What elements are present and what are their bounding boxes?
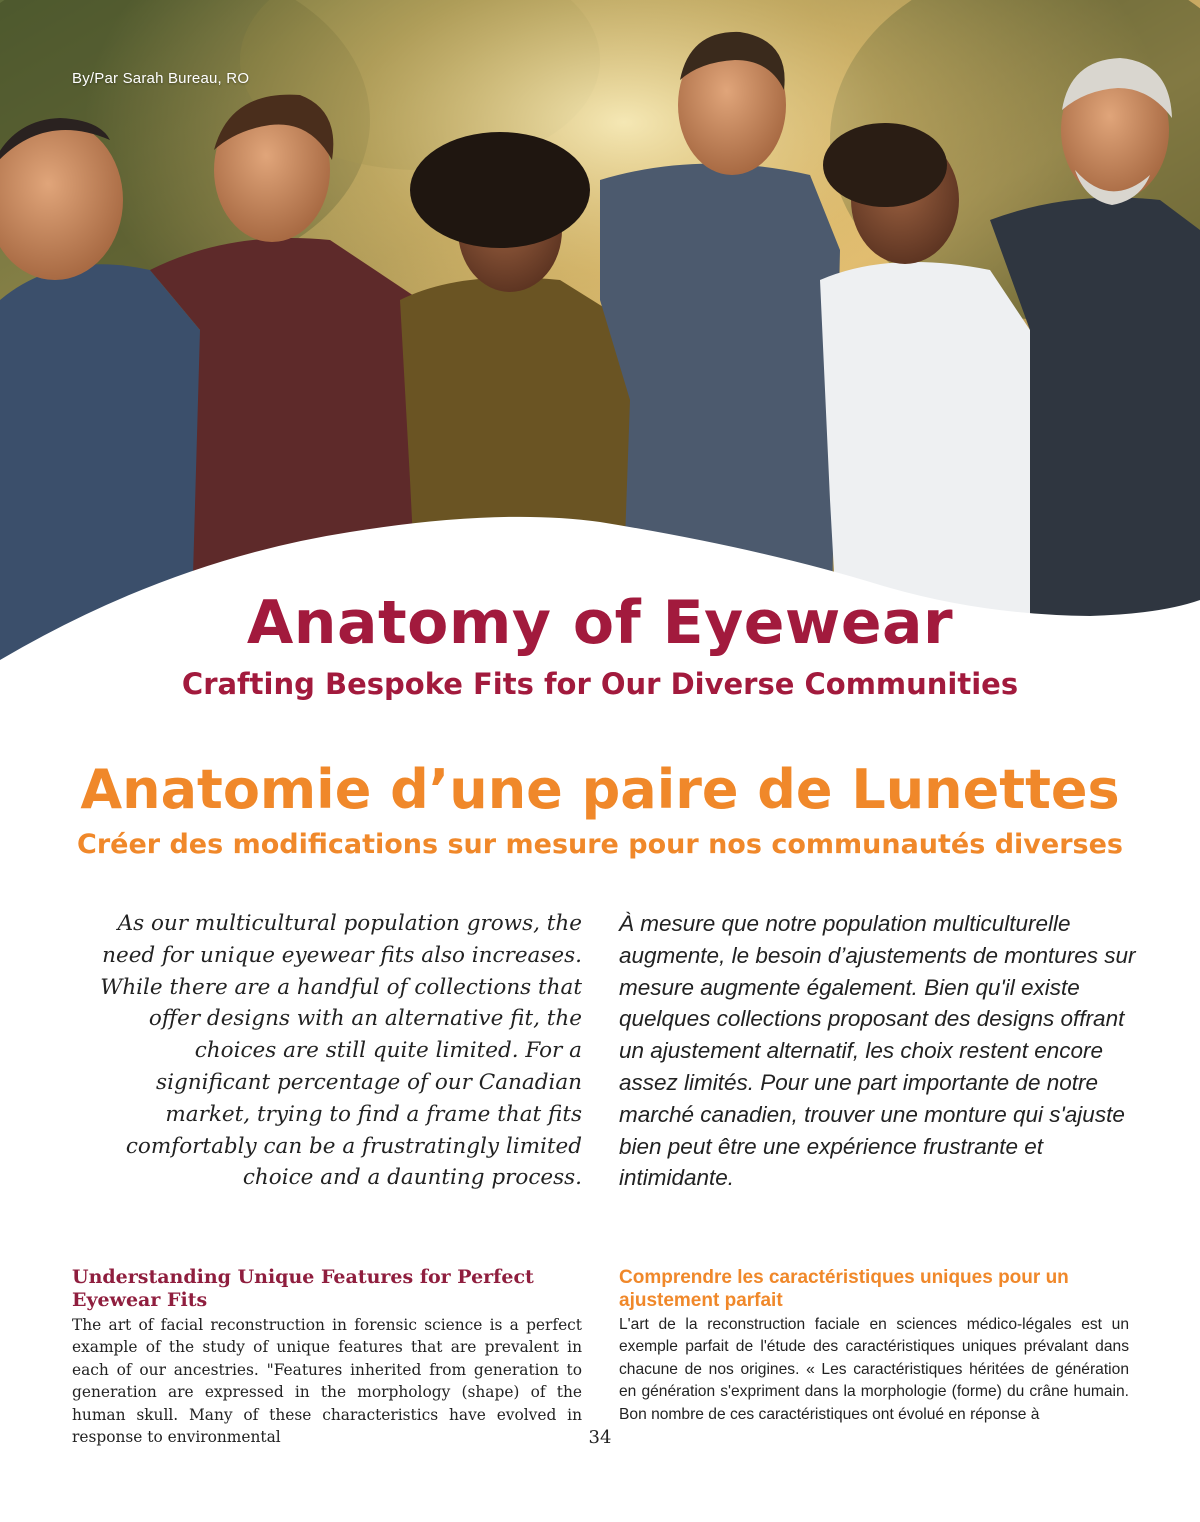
page-number: 34: [588, 1427, 612, 1448]
section-heading-french: Comprendre les caractéristiques uniques pour un ajustement parfait: [619, 1267, 1069, 1311]
subtitle-english: Crafting Bespoke Fits for Our Diverse Communities: [181, 667, 1019, 701]
body-text-french: L'art de la reconstruction faciale en sciences médico-légales est un exemple parfait de l'étude des caractéristiques uniques prévalant dans chacune de nos origines. « Les caractéristiques héritées de génération en génération s'expriment dans la morphologie (forme) du crâne humain. Bon nombre de ces caractéristiques ont évolué en réponse à: [619, 1316, 1129, 1423]
intro-english: As our multicultural population grows, the need for unique eyewear fits also increases. While there are a handful of collections that offer designs with an alternative fit, the choices are still quite limited. For a significant percentage of our Canadian market, trying to find a frame that fits comfortably can be a frustratingly limited choice and a daunting process.: [100, 911, 582, 1191]
byline: By/Par Sarah Bureau, RO: [72, 70, 250, 87]
section-heading-english: Understanding Unique Features for Perfect Eyewear Fits: [72, 1266, 534, 1311]
intro-french: À mesure que notre population multiculturelle augmente, le besoin d’ajustements de montures sur mesure augmente également. Bien qu'il existe quelques collections proposant des designs offrant un ajustement alternatif, les choix restent encore assez limités. Pour une part importante de notre marché canadien, trouver une monture qui s'ajuste bien peut être une expérience frustrante et intimidante.: [619, 911, 1136, 1191]
title-english: Anatomy of Eyewear: [246, 588, 954, 658]
hero-photo: [0, 0, 1200, 680]
group-photo-illustration: [0, 0, 1200, 680]
subtitle-french: Créer des modifications sur mesure pour nos communautés diverses: [77, 829, 1123, 860]
title-french: Anatomie d’une paire de Lunettes: [80, 758, 1120, 821]
body-text-english: The art of facial reconstruction in forensic science is a perfect example of the study of unique features that are prevalent in each of our ancestries. "Features inherited from generation to generation are expressed in the morphology (shape) of the human skull. Many of these characteristics have evolved in response to environmental: [72, 1316, 582, 1447]
